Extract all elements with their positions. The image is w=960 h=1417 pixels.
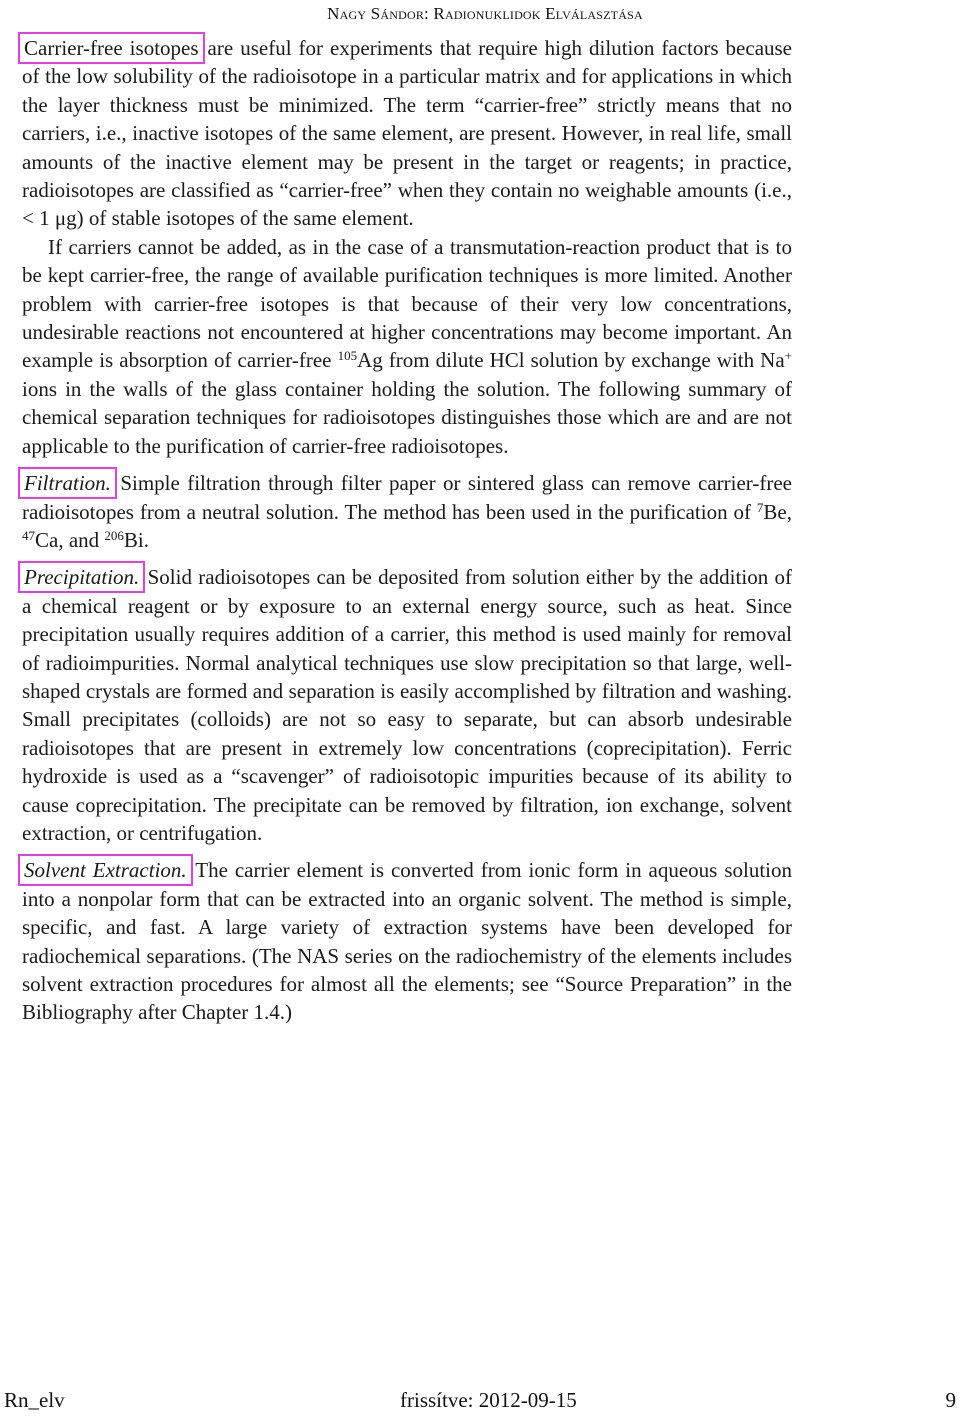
footer-page-number: 9 xyxy=(945,1388,956,1412)
element-symbol: Ca, and xyxy=(35,527,105,552)
ion-charge: + xyxy=(784,348,792,364)
mass-number: 7 xyxy=(756,499,764,515)
highlighted-term-solvent-extraction: Solvent Extraction. xyxy=(24,858,187,883)
mass-number: 206 xyxy=(104,527,124,543)
paragraph-text: ions in the walls of the glass container holding the solution. The following summary of chemical separation techniques for radioisotopes distinguishes those which are and are not applicable to the purification of carrier-free radioisotopes. xyxy=(22,376,792,458)
header-title-rest: adionuklidok xyxy=(444,4,541,23)
highlighted-term-filtration: Filtration. xyxy=(24,471,111,496)
paragraph-text: are useful for experiments that require high dilution factors because of the low solubility of the radioisotope in a particular matrix and for applications in which the layer thickness must be minimized. The term “carrier-free” strictly means that no carriers, i.e., inactive isotopes of the same element, are present. However, in real life, small amounts of the inactive element may be present in the target or reagents; in practice, radioisotopes are classified as “carrier-free” when they contain no weighable amounts (i.e., < 1 μg) of stable isotopes of the same element. xyxy=(22,36,793,231)
footer-document-id: Rn_elv xyxy=(4,1388,65,1412)
paragraph-precipitation xyxy=(22,563,792,847)
header-author-rest: agy xyxy=(339,4,367,23)
element-symbol: Bi. xyxy=(123,527,149,552)
header-title-initial: R xyxy=(433,4,445,23)
element-symbol: Be, xyxy=(763,499,792,524)
paragraph-text: Simple filtration through filter paper or sintered glass can remove carrier-free radioisotopes from a neutral solution. The method has been used in the purification of xyxy=(22,471,792,524)
page-footer xyxy=(0,1388,960,1416)
mass-number: 47 xyxy=(22,527,35,543)
mass-number: 105 xyxy=(337,348,358,364)
highlighted-term-carrier-free-isotopes: Carrier-free isotopes xyxy=(24,36,199,60)
scanned-book-page xyxy=(22,34,792,1027)
footer-updated-date: frissítve: 2012-09-15 xyxy=(400,1388,577,1412)
highlighted-term-precipitation: Precipitation. xyxy=(24,565,140,590)
header-author-initial: N xyxy=(327,4,340,23)
paragraph-filtration xyxy=(22,469,792,554)
paragraph-text: The carrier element is converted from ionic form in aqueous solution into a nonpolar form that can be extracted into an organic solvent. The method is simple, specific, and fast. A large variety of extraction systems have been developed for radiochemical separations. (The NAS series on the radiochemistry of the elements includes solvent extraction procedures for almost all the elements; see “Source Preparation” in the Bibliography after Chapter 1.4.) xyxy=(22,858,792,1025)
paragraph-carrier-free xyxy=(22,34,792,233)
paragraph-text: Solid radioisotopes can be deposited from solution either by the addition of a chemical reagent or by exposure to an external energy source, such as heat. Since precipitation usually requires addition of a carrier, this method is used mainly for removal of radioimpurities. Normal analytical techniques use slow precipitation so that large, well-shaped crystals are formed and separation is easily accomplished by filtration and washing. Small precipitates (colloids) are not so easy to separate, but can absorb undesirable radioisotopes that are present in extremely low concentrations (coprecipitation). Ferric hydroxide is used as a “scavenger” of radioisotopic impurities because of its ability to cause coprecipitation. The precipitate can be removed by filtration, ion exchange, solvent extraction, or centrifugation. xyxy=(22,565,792,845)
header-author-rest-2: ándor: xyxy=(380,4,429,23)
paragraph-solvent-extraction xyxy=(22,856,792,1026)
header-title-initial-2: E xyxy=(545,4,556,23)
header-title-rest-2: lválasztása xyxy=(555,4,643,23)
running-header xyxy=(250,4,720,24)
paragraph-text: Ag from dilute HCl solution by exchange with Na xyxy=(357,348,785,373)
header-author-initial-2: S xyxy=(370,4,381,23)
paragraph-text: If carriers cannot be added, as in the case of a transmutation-reaction product that is to be kept carrier-free, the range of available purification techniques is more limited. Another problem with carrier-free isotopes is that because of their very low concentrations, undesirable reactions not encountered at higher concentrations may become important. An example is absorption of carrier-free xyxy=(22,234,792,373)
paragraph-carriers-not-added xyxy=(22,233,792,460)
